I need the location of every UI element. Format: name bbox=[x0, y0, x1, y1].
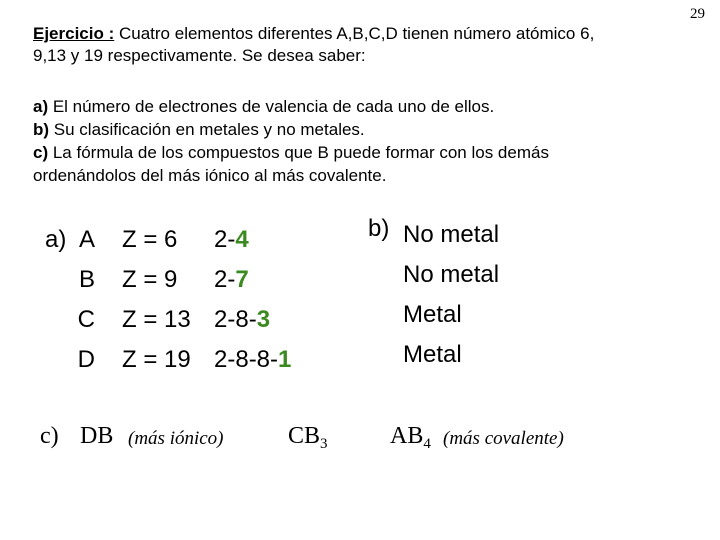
question-text: ordenándolos del más iónico al más covalente. bbox=[33, 166, 387, 185]
classification-item: No metal bbox=[403, 261, 500, 288]
note-most-covalent: (más covalente) bbox=[443, 428, 564, 449]
valence-electrons: 3 bbox=[256, 306, 271, 333]
electron-config: 2-7 bbox=[214, 266, 249, 293]
compound-db: DB bbox=[80, 423, 114, 449]
question-letter: b) bbox=[33, 120, 50, 139]
element-letter: A bbox=[78, 226, 95, 253]
exercise-statement bbox=[33, 23, 594, 67]
valence-electrons: 7 bbox=[235, 266, 249, 293]
electron-config: 2-8-8-1 bbox=[214, 346, 292, 373]
question-text: Su clasificación en metales y no metales. bbox=[49, 120, 365, 139]
question-letter: c) bbox=[33, 143, 49, 162]
atomic-number: Z = 13 bbox=[122, 306, 191, 333]
electron-config-column bbox=[214, 220, 291, 380]
statement-line-2: 9,13 y 19 respectivamente. Se desea saber: bbox=[33, 46, 366, 65]
electron-config: 2-4 bbox=[214, 226, 249, 253]
classification-item: Metal bbox=[403, 301, 462, 328]
atomic-number: Z = 9 bbox=[122, 266, 178, 293]
electron-config: 2-8-3 bbox=[214, 306, 271, 333]
questions-list bbox=[33, 95, 549, 187]
answer-a-label: a) bbox=[45, 226, 67, 253]
question-a bbox=[33, 95, 549, 118]
element-letter: D bbox=[77, 346, 95, 373]
classification-item: Metal bbox=[403, 341, 462, 368]
question-c bbox=[33, 141, 549, 164]
classification-item: No metal bbox=[403, 221, 500, 248]
exercise-label: Ejercicio : bbox=[33, 24, 115, 43]
element-column bbox=[75, 220, 95, 380]
statement-line-1: Cuatro elementos diferentes A,B,C,D tienen número atómico 6, bbox=[114, 24, 595, 43]
valence-electrons: 4 bbox=[235, 226, 249, 253]
atomic-number: Z = 6 bbox=[122, 226, 178, 253]
compound-cb3: $CB_3$ bbox=[288, 423, 328, 452]
classification-list bbox=[403, 215, 499, 375]
question-b bbox=[33, 118, 549, 141]
question-letter: a) bbox=[33, 97, 49, 116]
element-letter: B bbox=[78, 266, 95, 293]
element-letter: C bbox=[77, 306, 95, 333]
atomic-number: Z = 19 bbox=[122, 346, 191, 373]
valence-electrons: 1 bbox=[278, 346, 292, 373]
question-text: La fórmula de los compuestos que B puede formar con los demás bbox=[48, 143, 549, 162]
note-most-ionic: (más iónico) bbox=[128, 428, 224, 449]
answer-b-label: b) bbox=[368, 215, 390, 242]
page-number: 29 bbox=[690, 6, 705, 22]
question-text: El número de electrones de valencia de cada uno de ellos. bbox=[48, 97, 495, 116]
question-c-continued bbox=[33, 164, 549, 187]
answer-c-label: c) bbox=[40, 423, 59, 449]
atomic-number-column bbox=[122, 220, 191, 380]
compound-ab4: $AB_4$ bbox=[390, 423, 431, 452]
